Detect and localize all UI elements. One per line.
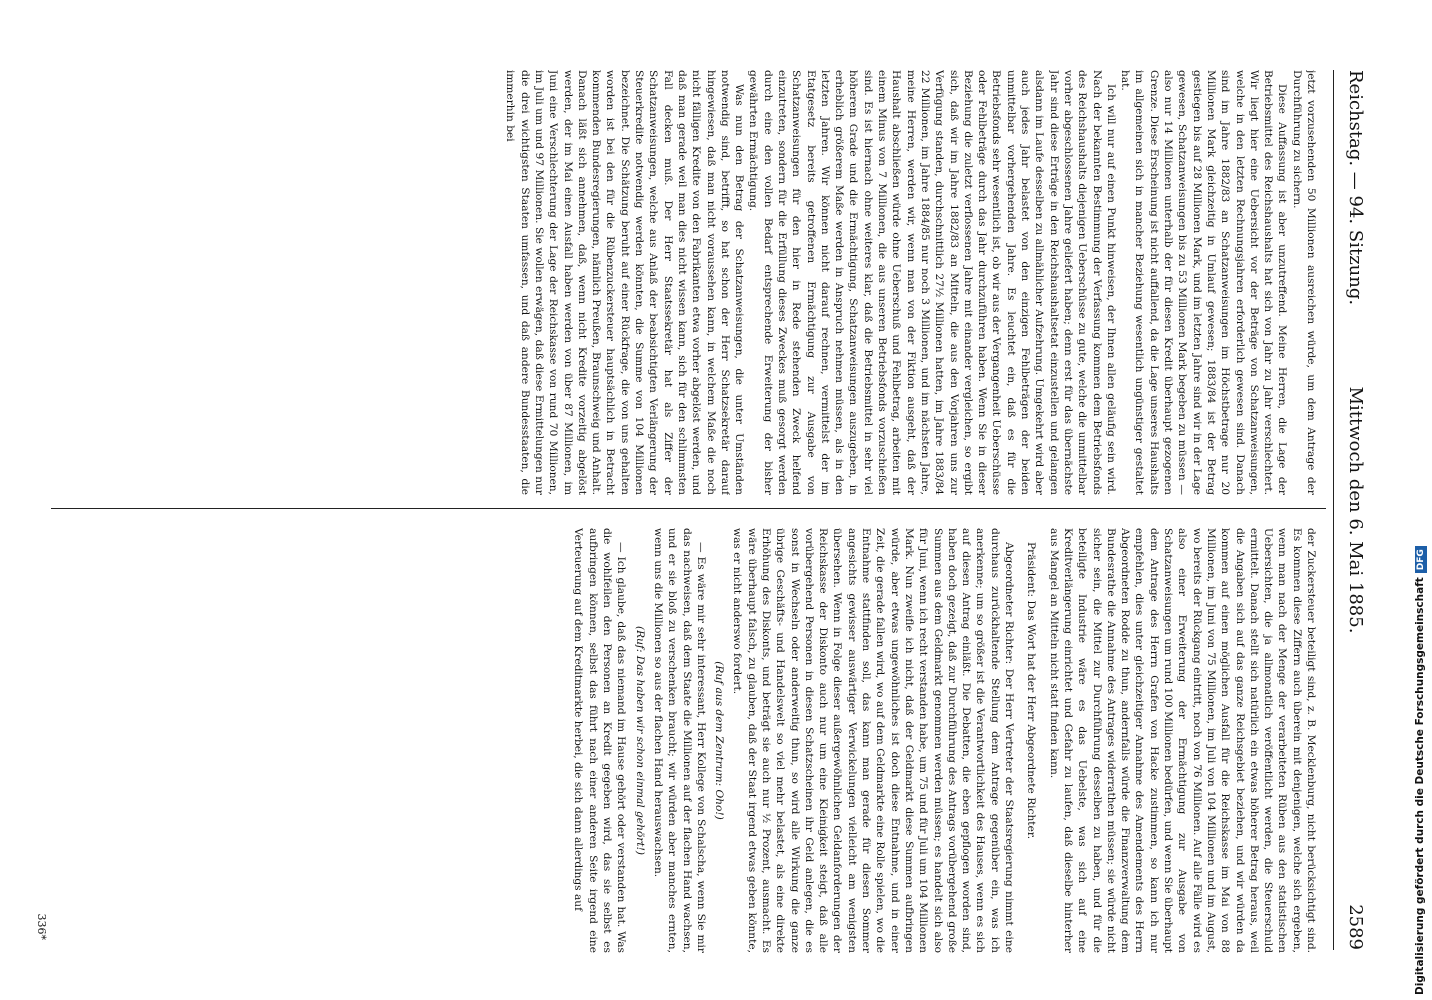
paragraph: Ich will nur auf einen Punkt hinweisen, der Ihnen allen geläufig sein wird. Nach der bekannten Bestimmung der Verfassung kommen dem Betriebsfonds des Reichshaushalts diejenigen Ueberschüsse zu gute, welche die unmittelbar vorher abgeschlossenen Jahre geliefert haben; denn erst für das übernächste Jahr sind diese Erträge in den Reichshaushaltsetat einzustellen und gelangen alsdann im Laufe desselben zu allmählicher Aufzehrung. Umgekehrt wird aber auch jedes Jahr belastet von den einzigen Fehlbeträgen der beiden unmittelbar vorhergehenden Jahre. Es leuchtet ein, daß es für die Betriebsfonds sehr wesentlich ist, ob wir aus der Vergangenheit Ueberschüsse oder Fehlbeträge durch das Jahr durchzuführen haben. Wenn Sie in dieser Beziehung die zuletzt verflossenen Jahre mit einander vergleichen, so ergibt sich, daß wir im Jahre 1882/83 an Mitteln, die aus den Vorjahren uns zur Verfügung standen, durchschnittlich 27½ Millionen hatten, im Jahre 1883/84 22 Millionen, im Jahre 1884/85 nur noch 3 Millionen, und im nächsten Jahre, meine Herren, werden wir, wenn man von der Fiktion ausgeht, daß der Haushalt abschließen würde ohne Ueberschuß und Fehlbetrag, arbeiten mit einem Minus von 7 Millionen, die aus unseren Betriebsfonds vorzuschießen sind. Es ist hiernach ohne weiteres klar, daß die Betriebsmittel in sehr viel höherem Grade und die Ermächtigung, Schatzanweisungen auszugeben, in erheblich größerem Maße werden in Anspruch nehmen müssen, als in den letzten Jahren. Wir können nicht darauf rechnen, vermittelst der im Etatgesetz bereits getroffenen Ermächtigung zur Ausgabe von Schatzanweisungen für den hier in Rede stehenden Zweck helfend einzutreten, sondern für die Erfüllung dieses Zweckes muß gesorgt werden durch eine den vollen Bedarf entsprechende Erweiterung der bisher gewährten Ermächtigung.	[747, 70, 1117, 495]
dfg-logo: DFG	[1415, 546, 1427, 573]
page-header	[1333, 70, 1374, 950]
paragraph: jetzt vorzusehenden 50 Millionen ausreichen würde, um dem Antrage der Durchführung zu sichern.	[1290, 70, 1317, 495]
column-divider	[51, 508, 1326, 509]
signature-mark: 336*	[35, 913, 48, 940]
paragraph: Diese Auffassung ist aber unzutreffend. Meine Herren, die Lage der Betriebsmittel des Reichshaushalts hat sich von Jahr zu Jahr verschlechtert. Wir liegt hier eine Uebersicht vor der Beträge von Schatzanweisungen, welche in den letzten Rechnungsjahren erforderlich gewesen sind. Danach sind im Jahre 1882/83 an Schatzanweisungen im Höchstbetrage nur 20 Millionen Mark gleichzeitig in Umlauf gewesen; 1883/84 ist der Betrag gestiegen bis auf 28 Millionen Mark, und im letzten Jahre sind wir in der Lage gewesen, Schatzanweisungen bis zu 53 Millionen Mark begeben zu müssen — also nur 14 Millionen unterhalb der für diesen Kredit überhaupt gezogenen Grenze. Diese Erscheinung ist nicht auffallend, da die Lage unseres Haushalts im allgemeinen sich in mancher Beziehung wesentlich ungünstiger gestaltet hat.	[1119, 70, 1289, 495]
funding-note	[1414, 546, 1427, 995]
interjection: (Ruf aus dem Zentrum: Oho!)	[713, 661, 726, 820]
paragraph: — Es wäre mir sehr interessant, Herr Kollege von Schalscha, wenn Sie mir das nachweisen, daß dem Staate die Millionen auf der flachen Hand wachsen, und er sie bloß zu verschenken braucht; wir würden aber manches ernten, wenn uns die Millionen so aus der flachen Hand herauswachsen.	[651, 528, 707, 953]
header-date: Mittwoch den 6. Mai 1885.	[1345, 386, 1366, 634]
interjection: (Ruf: Das haben wir schon einmal gehört!)	[633, 626, 646, 855]
digitization-sidebar	[1412, 0, 1432, 1000]
right-column	[54, 528, 1318, 953]
left-column	[54, 70, 1318, 495]
paragraph: Was nun den Betrag der Schatzanweisungen, die unter Umständen notwendig sind, betrifft, so hat schon der Herr Schatzsekretär darauf hingewiesen, daß man nicht voraussehen kann, in welchem Maße die noch nicht fälligen Kredite von den Fabrikanten etwa vorher abgelöst werden, und daß man gerade weil man dies nicht wissen kann, sich für den schlimmsten Fall decken muß. Der Herr Staatssekretär hat als Ziffer der Schatzanweisungen, welche aus Anlaß der beabsichtigten Verlängerung der Steuerkredite notwendig werden könnten, die Summe von 104 Millionen bezeichnet. Die Schätzung beruht auf einer Rückfrage, die von uns gehalten worden ist bei den für die Rübenzuckersteuer hauptsächlich in Betracht kommenden Bundesregierungen, nämlich Preußen, Braunschweig und Anhalt. Danach läßt sich annehmen, daß, wenn nicht Kredite vorzeitig abgelöst werden, der im Mai einen Ausfall haben werden von über 87 Millionen, im Juni eine Verschlechterung der Lage der Reichskasse von rund 70 Millionen, im Juli um und 97 Millionen. Sie wollen erwägen, daß diese Ermittelungen nur die drei wichtigsten Staaten umfassen, und daß andere Bundesstaaten, die immerhin bei	[504, 70, 746, 495]
paragraph: — Ich glaube, daß das niemand im Hause gehört oder verstanden hat. Was die wohlfeilen den Personen an Kredit gegeben wird, das sie selbst es aufbringen können, selbst das führt nach einer anderen Seite irgend eine Verteuerung auf dem Kreditmarkte herbei, die sich dann allerdings auf	[572, 528, 628, 953]
header-page-number: 2589	[1345, 904, 1366, 950]
speaker-paragraph: Abgeordneter Richter: Der Herr Vertreter der Staatsregierung nimmt eine durchaus zurückhaltende Stellung dem Antrage gegenüber ein, was ich anerkenne; um so größer ist die Verantwortlichkeit des Hauses, wenn es sich auf diesen Antrag einläßt. Die Debatten, die eben gepflogen worden sind, haben doch gezeigt, daß zur Durchführung des Antrags vorübergehend große Summen aus dem Geldmarkt genommen werden müssen; es handelt sich also für Juni, wenn ich recht verstanden habe, um 75 und für Juli um 104 Millionen Mark. Nun zweifle ich nicht, daß der Geldmarkt diese Summen aufbringen würde, aber etwas ungewöhnliches ist doch diese Entnahme, und in einer Zeit, die gerade fallen wird, wo auf dem Geldmarkte eine Rolle spielen, wo die Entnahme stattfinden soll, das kann man gerade für diesen Sommer angesichts gewisser auswärtiger Verwickelungen vielleicht am wenigsten übersehen. Wenn in Folge dieser außergewöhnlichen Geldanforderungen der Reichskasse der Diskonto auch nur um eine Kleinigkeit steigt, daß alle vorübergehend Personen in diesen Schatzscheinen ihr Geld anlegen, die es sonst in Wechseln oder anderweitig thun, so wird alle Wirkung die ganze übrige Geschäfts- und Handelswelt so viel mehr belastet, als eine direkte Erhöhung des Diskonts, und beträgt sie auch nur ½ Prozent, ausmacht. Es wäre überhaupt falsch, zu glauben, daß der Staat irgend etwas geben könnte, was er nicht anderswo fordert.	[731, 528, 1016, 953]
speaker-paragraph: Präsident: Das Wort hat der Herr Abgeordnete Richter.	[1025, 542, 1038, 840]
paragraph: der Zuckersteuer beteiligt sind, z. B. Mecklenburg, nicht berücksichtigt sind. Es kommen diese Ziffern auch überein mit denjenigen, welche sich ergeben, wenn man nach der Menge der verarbeiteten Rüben aus den statistischen Uebersichten, die ja allmonatlich veröffentlicht werden, die Steuerschuld ermittelt. Danach stellt sich natürlich ein etwas höherer Betrag heraus, weil die Angaben sich auf das ganze Reichsgebiet beziehen, und wir würden da kommen auf einen möglichen Ausfall für die Reichskasse im Mai von 88 Millionen, im Juni von 75 Millionen, im Juli von 104 Millionen und im August, wo bereits der Rückgang eintritt, noch von 76 Millionen. Auf alle Fälle wird es also einer Erweiterung der Ermächtigung zur Ausgabe von Schatzanweisungen um rund 100 Millionen bedürfen, und wenn Sie überhaupt dem Antrage des Herrn Grafen von Hacke zustimmen, so kann ich nur empfehlen, dies unter gleichzeitiger Annahme des Amendements des Herrn Abgeordneten Rodde zu thun, andernfalls würde die Finanzverwaltung dem Bundesrathe die Annahme des Antrages widerrathen müssen; sie würde nicht sicher sein, die Mittel zur Durchführung desselben zu haben, und für die beteiligte Industrie wäre es das Uebelste, was sich auf eine Kreditverlängerung einrichtet und Gefahr zu laufen, daß dieselbe hinterher aus Mangel an Mitteln nicht statt finden kann.	[1047, 528, 1317, 953]
header-session: Reichstag. — 94. Sitzung.	[1345, 70, 1366, 306]
funding-text: Digitalisierung gefördert durch die Deutsche Forschungsgemeinschaft	[1414, 577, 1426, 995]
